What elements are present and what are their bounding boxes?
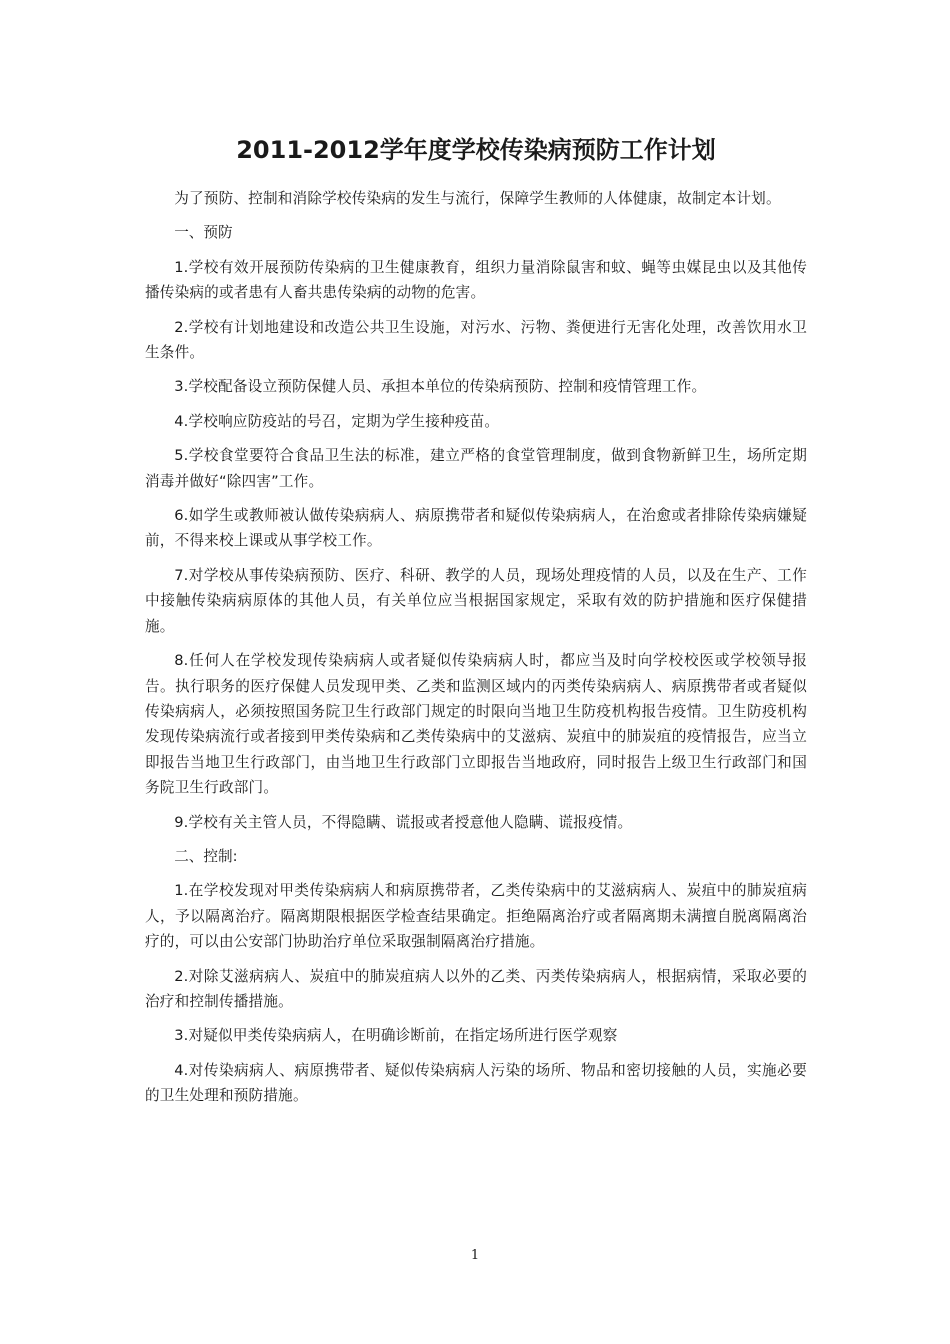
document-body bbox=[145, 128, 807, 1118]
page-number: 1 bbox=[470, 1248, 480, 1263]
intro-paragraph: 为了预防、控制和消除学校传染病的发生与流行，保障学生教师的人体健康，故制定本计划。 bbox=[174, 190, 781, 207]
section-heading-control: 二、控制: bbox=[174, 847, 238, 865]
control-item-1: 1.在学校发现对甲类传染病病人和病原携带者，乙类传染病中的艾滋病病人、炭疽中的肺炭疽病人，予以隔离治疗。隔离期限根据医学检查结果确定。拒绝隔离治疗或者隔离期未满擅自脱离隔离治疗的，可以由公安部门协助治疗单位采取强制隔离治疗措施。 bbox=[145, 882, 807, 951]
control-item-2: 2.对除艾滋病病人、炭疽中的肺炭疽病人以外的乙类、丙类传染病病人，根据病情，采取必要的治疗和控制传播措施。 bbox=[145, 967, 807, 1010]
control-item-3: 3.对疑似甲类传染病病人，在明确诊断前，在指定场所进行医学观察 bbox=[174, 1027, 618, 1045]
document-title: 2011-2012学年度学校传染病预防工作计划 bbox=[236, 136, 716, 164]
prevention-item-6: 6.如学生或教师被认做传染病病人、病原携带者和疑似传染病病人，在治愈或者排除传染病嫌疑前，不得来校上课或从事学校工作。 bbox=[145, 507, 807, 550]
prevention-item-7: 7.对学校从事传染病预防、医疗、科研、教学的人员，现场处理疫情的人员，以及在生产、工作中接触传染病病原体的其他人员，有关单位应当根据国家规定，采取有效的防护措施和医疗保健措施。 bbox=[145, 566, 807, 635]
prevention-item-8: 8.任何人在学校发现传染病病人或者疑似传染病病人时，都应当及时向学校校医或学校领导报告。执行职务的医疗保健人员发现甲类、乙类和监测区域内的丙类传染病病人、病原携带者或者疑似传染病病人，必须按照国务院卫生行政部门规定的时限向当地卫生防疫机构报告疫情。卫生防疫机构发现传染病流行或者接到甲类传染病和乙类传染病中的艾滋病、炭疽中的肺炭疽的疫情报告，应当立即报告当地卫生行政部门，由当地卫生行政部门立即报告当地政府，同时报告上级卫生行政部门和国务院卫生行政部门。 bbox=[145, 652, 807, 797]
prevention-item-2: 2.学校有计划地建设和改造公共卫生设施，对污水、污物、粪便进行无害化处理，改善饮用水卫生条件。 bbox=[145, 318, 807, 362]
section-heading-prevention: 一、预防 bbox=[174, 224, 233, 242]
prevention-item-4: 4.学校响应防疫站的号召，定期为学生接种疫苗。 bbox=[174, 412, 500, 430]
prevention-item-3: 3.学校配备设立预防保健人员、承担本单位的传染病预防、控制和疫情管理工作。 bbox=[174, 378, 707, 396]
control-item-4: 4.对传染病病人、病原携带者、疑似传染病病人污染的场所、物品和密切接触的人员，实施必要的卫生处理和预防措施。 bbox=[145, 1061, 807, 1105]
prevention-item-9: 9.学校有关主管人员，不得隐瞒、谎报或者授意他人隐瞒、谎报疫情。 bbox=[174, 813, 633, 831]
prevention-item-5: 5.学校食堂要符合食品卫生法的标准，建立严格的食堂管理制度，做到食物新鲜卫生，场所定期消毒并做好“除四害”工作。 bbox=[145, 447, 807, 490]
prevention-item-1: 1.学校有效开展预防传染病的卫生健康教育，组织力量消除鼠害和蚊、蝇等虫媒昆虫以及其他传播传染病的或者患有人畜共患传染病的动物的危害。 bbox=[145, 258, 807, 302]
